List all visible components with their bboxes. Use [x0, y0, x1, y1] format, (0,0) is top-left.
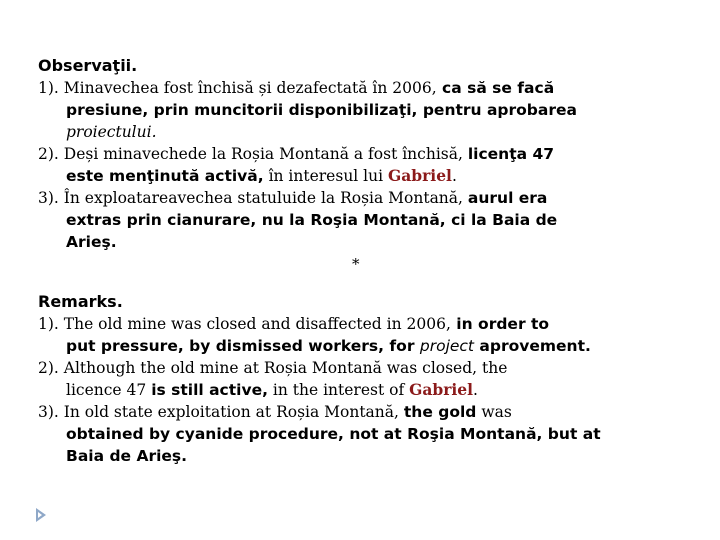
en-item-1-aprovement: aprovement.	[474, 337, 591, 355]
english-remarks	[38, 291, 688, 467]
en-item-3-was: was	[476, 403, 512, 421]
en-item-1-line-2	[38, 335, 688, 357]
ro-gabriel-name: Gabriel	[388, 166, 452, 185]
en-item-1-emph: in order to	[450, 315, 550, 333]
ro-item-3-line-1	[38, 187, 688, 209]
arrow-bullet-icon	[36, 508, 46, 522]
english-heading: Remarks.	[38, 292, 123, 311]
ro-item-2-period: .	[451, 167, 457, 185]
romanian-heading: Observaţii.	[38, 56, 138, 75]
ro-item-2-emph: licenţa 47	[467, 145, 555, 163]
en-item-3-line-2: obtained by cyanide procedure, not at Roşia Montană, but at	[66, 425, 601, 443]
en-item-3-line-3: Baia de Arieş.	[66, 447, 188, 465]
ro-item-3-emph: aurul era	[467, 189, 548, 207]
en-item-2-licence: licence 47	[66, 381, 152, 399]
ro-item-1-line-1	[38, 77, 688, 99]
ro-item-2-text: 2). Deși minavechede la Roșia Montană a fost închisă,	[38, 145, 468, 163]
en-gabriel-name: Gabriel	[409, 380, 474, 399]
en-item-2-line-2	[38, 379, 688, 401]
ro-item-1-emph: ca să se facă	[436, 79, 555, 97]
romanian-remarks	[38, 55, 688, 253]
en-item-1-line-1	[38, 313, 688, 335]
en-item-3-line-1	[38, 401, 688, 423]
ro-item-3-text: 3). În exploatareavechea statuluide la Roșia Montană,	[38, 189, 468, 207]
separator-asterisk: *	[352, 255, 360, 273]
ro-item-1-text: 1). Minavechea fost închisă și dezafectată în 2006,	[38, 79, 437, 97]
ro-item-2-line-2	[38, 165, 688, 187]
en-item-1-put-pressure: put pressure, by dismissed workers, for	[66, 337, 420, 355]
en-item-3-emph: the gold	[403, 403, 477, 421]
ro-item-3-line-2: extras prin cianurare, nu la Roşia Montană, ci la Baia de	[66, 211, 558, 229]
ro-item-2-line-1	[38, 143, 688, 165]
en-item-1-text: 1). The old mine was closed and disaffected in 2006,	[38, 315, 451, 333]
en-item-2-line-1: 2). Although the old mine at Roșia Montană was closed, the	[38, 359, 508, 377]
en-item-1-project: project	[419, 337, 475, 355]
en-item-2-active: is still active,	[151, 381, 268, 399]
ro-item-1-line-3: proiectului.	[66, 123, 157, 141]
en-item-2-period: .	[473, 381, 478, 399]
ro-item-1-line-2: presiune, prin muncitorii disponibilizaţi, pentru aprobarea	[66, 101, 577, 119]
ro-item-2-active: este menţinută activă,	[66, 167, 264, 185]
ro-item-2-interest: în interesul lui	[263, 167, 389, 185]
en-item-2-interest: in the interest of	[267, 381, 410, 399]
ro-item-3-line-3: Arieş.	[66, 233, 117, 251]
en-item-3-text: 3). In old state exploitation at Roșia Montană,	[38, 403, 404, 421]
